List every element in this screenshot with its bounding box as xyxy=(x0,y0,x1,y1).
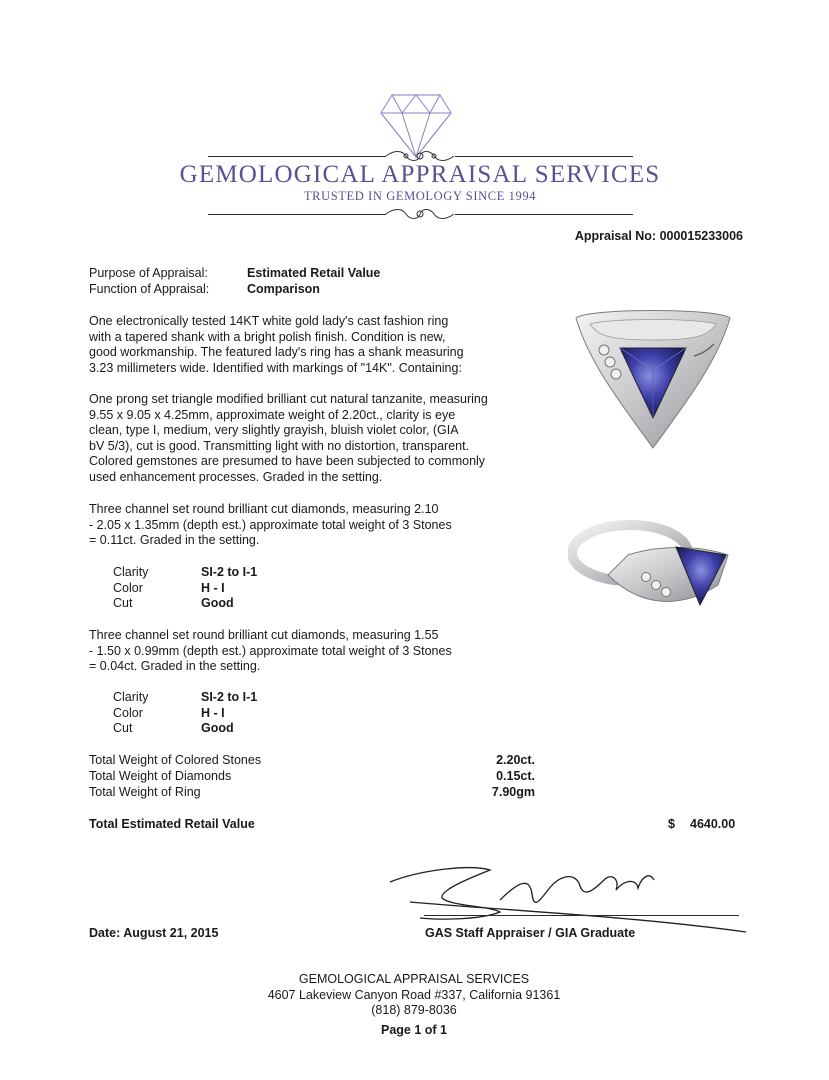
tanzanite-line: One prong set triangle modified brilliant cut natural tanzanite, measuring xyxy=(89,392,488,406)
header-rule-right-bottom xyxy=(455,214,633,215)
appraiser-title: GAS Staff Appraiser / GIA Graduate xyxy=(425,926,636,940)
header-rule-left-top xyxy=(208,156,386,157)
footer-phone: (818) 879-8036 xyxy=(371,1003,457,1018)
description-line: 3.23 millimeters wide. Identified with markings of "14K". Containing: xyxy=(89,360,462,375)
tanzanite-line: bV 5/3), cut is good. Transmitting light with no distortion, transparent. xyxy=(89,438,470,453)
diamonds1-line: Three channel set round brilliant cut diamonds, measuring 2.10 xyxy=(89,502,439,516)
purpose-row xyxy=(89,266,380,282)
footer-company: GEMOLOGICAL APPRAISAL SERVICES xyxy=(298,972,530,986)
spec-value: Good xyxy=(201,596,234,611)
diamonds2-line: - 1.50 x 0.99mm (depth est.) approximate total weight of 3 Stones xyxy=(89,643,452,658)
diamonds2-description xyxy=(89,628,534,675)
function-label: Function of Appraisal: xyxy=(89,282,210,296)
footer xyxy=(200,972,628,1038)
ring-description xyxy=(89,314,534,376)
description-line: good workmanship. The featured lady's ring has a shank measuring xyxy=(89,345,464,360)
total-value: 0.15ct. xyxy=(496,769,535,783)
total-ring-row xyxy=(89,785,535,801)
tanzanite-line: Colored gemstones are presumed to have been subjected to commonly xyxy=(89,454,486,469)
spec-value: SI-2 to I-1 xyxy=(201,565,258,579)
ring-front-image xyxy=(568,300,738,460)
spec-value: H - I xyxy=(201,705,225,720)
total-value: 2.20ct. xyxy=(496,753,535,767)
diamonds1-description xyxy=(89,502,534,549)
description-line: One electronically tested 14KT white gold lady's cast fashion ring xyxy=(89,314,449,328)
tanzanite-line: 9.55 x 9.05 x 4.25mm, approximate weight of 2.20ct., clarity is eye xyxy=(89,407,456,422)
appraisal-number: Appraisal No: 000015233006 xyxy=(574,229,743,243)
total-label: Total Weight of Diamonds xyxy=(89,769,232,783)
function-value: Comparison xyxy=(247,282,320,296)
page-number: Page 1 of 1 xyxy=(381,1022,447,1037)
diamonds2-line: = 0.04ct. Graded in the setting. xyxy=(89,659,261,674)
diamonds1-line: = 0.11ct. Graded in the setting. xyxy=(89,533,260,548)
diamonds1-specs xyxy=(113,565,257,612)
diamonds2-specs xyxy=(113,690,257,737)
footer-address: 4607 Lakeview Canyon Road #337, California 91361 xyxy=(267,987,561,1002)
total-diamonds-row xyxy=(89,769,535,785)
appraisal-date: Date: August 21, 2015 xyxy=(89,926,219,940)
spec-value: SI-2 to I-1 xyxy=(201,690,258,704)
header-rule-right-top xyxy=(455,156,633,157)
total-value: 7.90gm xyxy=(491,785,535,799)
spec-label: Color xyxy=(113,580,143,595)
total-label: Total Weight of Ring xyxy=(89,785,201,799)
spec-label: Cut xyxy=(113,596,133,611)
ring-side-image xyxy=(568,515,738,620)
total-label: Total Weight of Colored Stones xyxy=(89,753,262,767)
flourish-bottom-icon xyxy=(384,206,456,222)
header-rule-left-bottom xyxy=(208,214,386,215)
spec-label: Clarity xyxy=(113,690,149,704)
spec-label: Color xyxy=(113,705,143,720)
description-line: with a tapered shank with a bright polish finish. Condition is new, xyxy=(89,329,446,344)
function-row xyxy=(89,282,320,298)
signature-line xyxy=(424,915,739,916)
purpose-label: Purpose of Appraisal: xyxy=(89,266,208,280)
spec-value: H - I xyxy=(201,580,225,595)
company-tagline: TRUSTED IN GEMOLOGY SINCE 1994 xyxy=(303,189,537,203)
retail-value-label: Total Estimated Retail Value xyxy=(89,817,255,831)
diamonds1-line: - 2.05 x 1.35mm (depth est.) approximate total weight of 3 Stones xyxy=(89,517,452,532)
company-name-heading: GEMOLOGICAL APPRAISAL SERVICES xyxy=(179,161,661,188)
spec-label: Cut xyxy=(113,721,133,736)
total-colored-stones-row xyxy=(89,753,535,769)
diamonds2-line: Three channel set round brilliant cut diamonds, measuring 1.55 xyxy=(89,628,439,642)
tanzanite-line: used enhancement processes. Graded in the setting. xyxy=(89,469,383,484)
tanzanite-line: clean, type I, medium, very slightly grayish, bluish violet color, (GIA xyxy=(89,423,459,438)
currency-symbol: $ xyxy=(668,817,675,831)
purpose-value: Estimated Retail Value xyxy=(247,266,381,280)
tanzanite-description xyxy=(89,392,534,486)
spec-value: Good xyxy=(201,721,234,736)
spec-label: Clarity xyxy=(113,565,149,579)
retail-value-amount: 4640.00 xyxy=(690,817,736,831)
